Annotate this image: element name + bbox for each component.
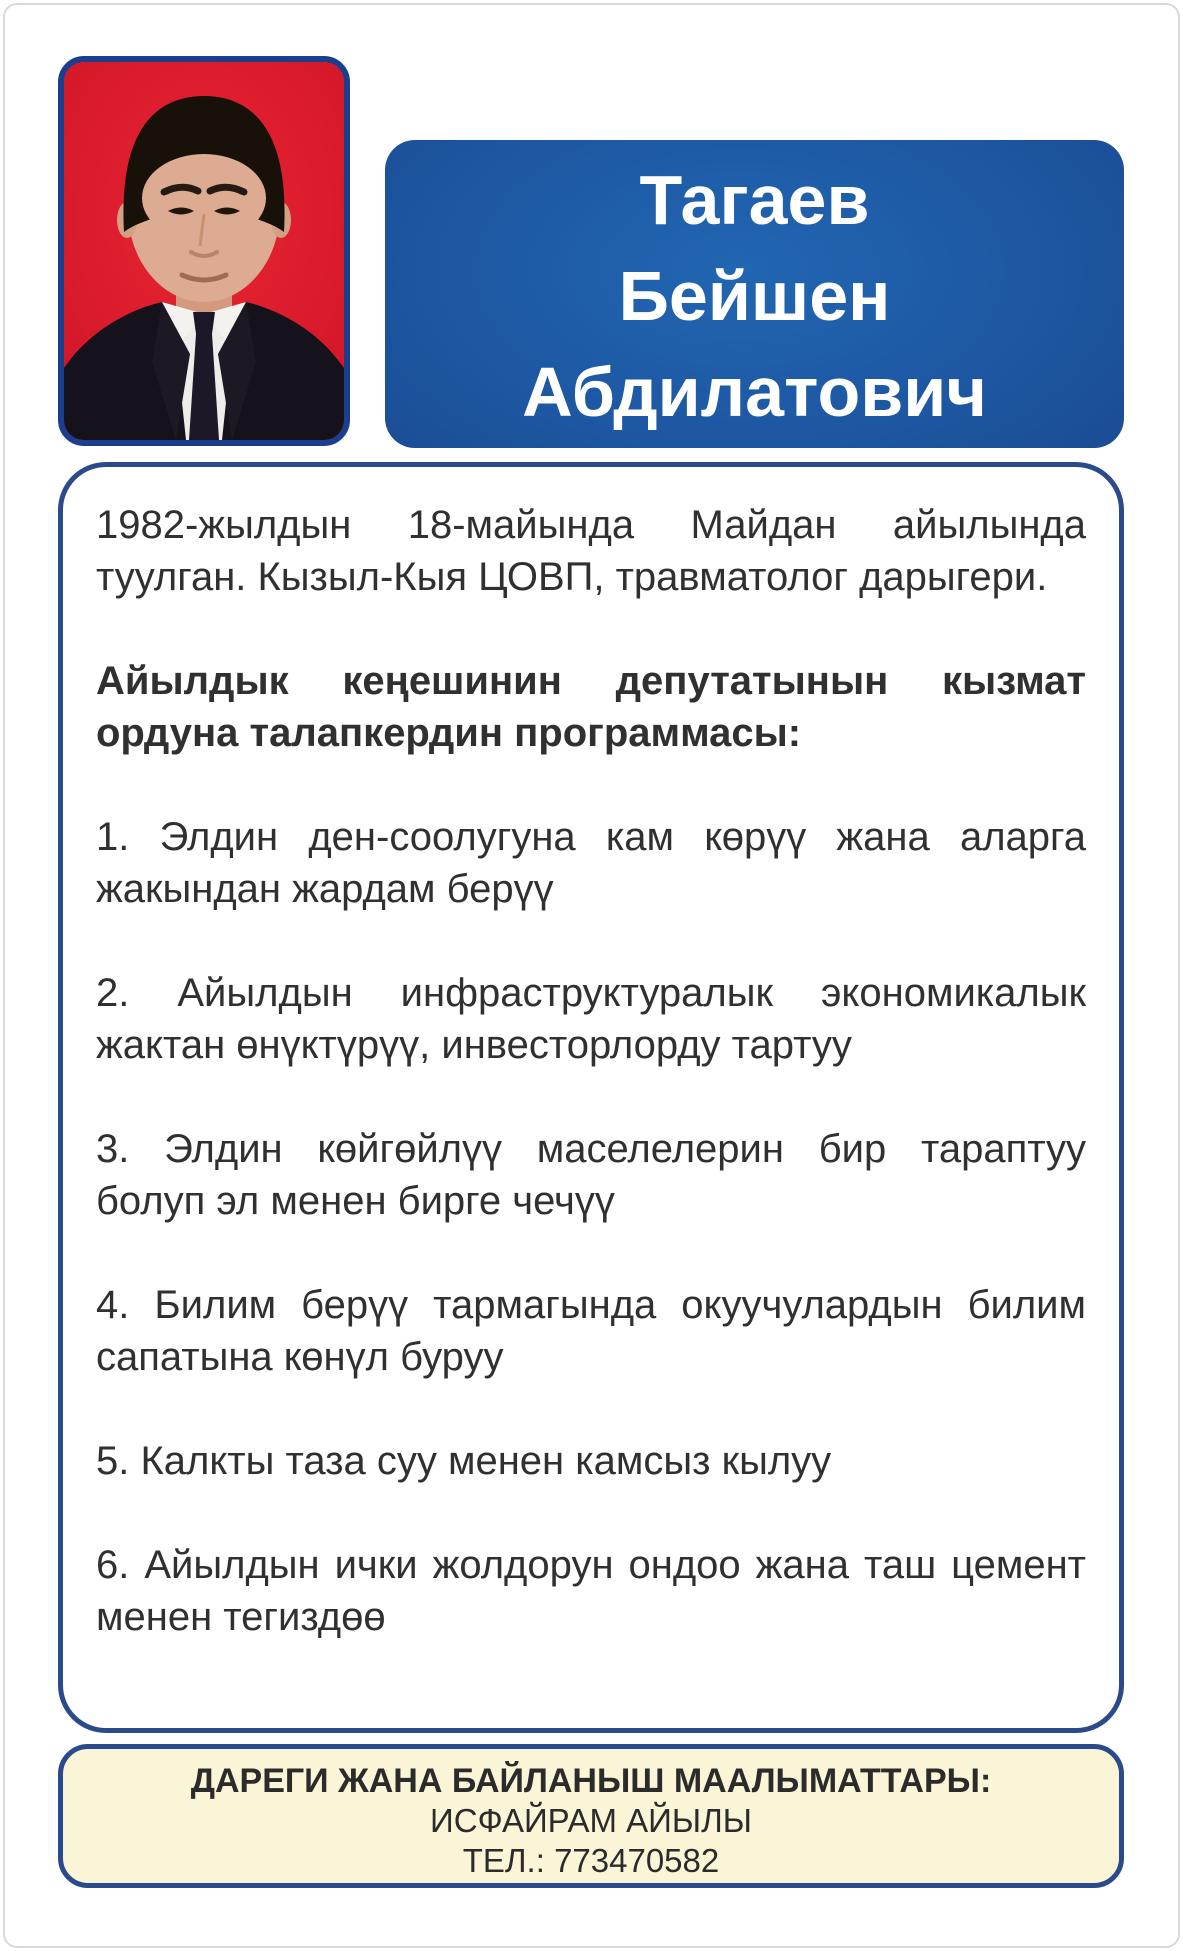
program-heading: Айылдык кеңешинин депутатынын кызмат ордуна талапкердин программасы:: [96, 659, 1086, 755]
candidate-patronymic: Абдилатович: [522, 353, 987, 431]
program-item-5: 5. Калкты таза суу менен камсыз кылуу: [96, 1439, 832, 1483]
contact-phone: ТЕЛ.: 773470582: [462, 1842, 720, 1879]
program-box: [58, 462, 1124, 1733]
candidate-first-name: Бейшен: [618, 257, 891, 335]
program-item-2: 2. Айылдын инфраструктуралык экономикалык жактан өнүктүрүү, инвесторлорду тартуу: [96, 971, 1086, 1067]
candidate-name-plate: [385, 140, 1124, 448]
candidate-last-name: Тагаев: [639, 161, 870, 239]
candidate-portrait-image: [64, 62, 344, 440]
bio-paragraph: 1982-жылдын 18-майында Майдан айылында туулган. Кызыл-Кыя ЦОВП, травматолог дарыгери.: [96, 503, 1086, 599]
candidate-photo: [58, 56, 350, 446]
program-item-1: 1. Элдин ден-соолугуна кам көрүү жана аларга жакындан жардам берүү: [96, 815, 1086, 911]
program-item-4: 4. Билим берүү тармагында окуучулардын билим сапатына көнүл буруу: [96, 1283, 1086, 1379]
program-item-3: 3. Элдин көйгөйлүү маселелерин бир тараптуу болуп эл менен бирге чечүү: [96, 1127, 1086, 1223]
contact-heading: ДАРЕГИ ЖАНА БАЙЛАНЫШ МААЛЫМАТТАРЫ:: [190, 1762, 992, 1800]
contact-address: ИСФАЙРАМ АЙЫЛЫ: [430, 1802, 752, 1839]
program-item-6: 6. Айылдын ички жолдорун ондоо жана таш цемент менен тегиздөө: [96, 1543, 1086, 1639]
contact-box: [58, 1744, 1124, 1888]
